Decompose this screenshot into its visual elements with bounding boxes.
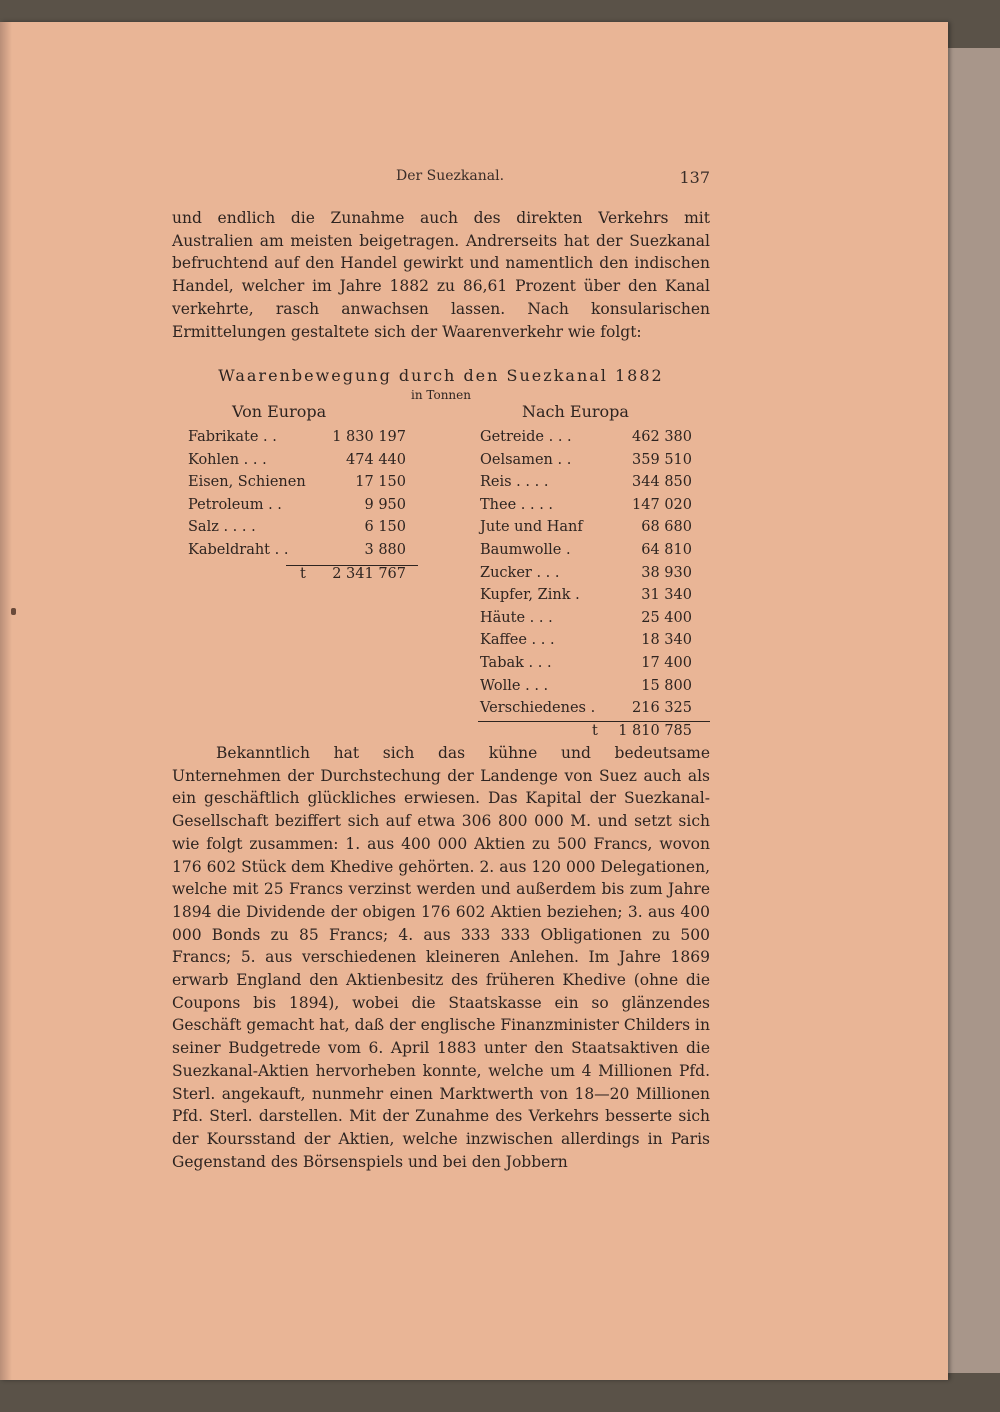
row-value: 31 340 [641, 587, 692, 604]
table-row [480, 607, 692, 630]
to-europe-list [480, 426, 692, 720]
paragraph-1: und endlich die Zunahme auch des direkten Verkehrs mit Australien am meisten beigetragen. Andrerseits hat der Suezkanal befruchtend auf den Handel gewirkt und namentlich den indischen Handel, welcher im Jahre 1882 zu 86,61 Prozent über den Kanal verkehrte, rasch anwachsen lassen. Nach konsularischen Ermittelungen gestaltete sich der Waarenverkehr wie folgt: [172, 209, 710, 341]
table-row [480, 697, 692, 720]
row-value: 64 810 [641, 541, 692, 558]
row-label: Oelsamen . . [480, 451, 572, 468]
row-value: 15 800 [641, 677, 692, 694]
row-value: 1 830 197 [332, 429, 406, 445]
row-label: Wolle . . . [480, 677, 549, 694]
table-row [480, 426, 692, 449]
total-unit: t [300, 566, 306, 582]
table-row [480, 562, 692, 585]
row-value: 18 340 [641, 632, 692, 649]
row-value: 147 020 [632, 496, 692, 513]
back-sheet [940, 48, 1000, 1373]
row-label: Tabak . . . [480, 654, 552, 671]
table-subtitle: in Tonnen [411, 388, 471, 402]
table-row [480, 494, 692, 517]
table-row [188, 494, 406, 517]
running-head [172, 168, 710, 190]
total-unit: t [592, 723, 598, 739]
row-value: 474 440 [346, 451, 406, 468]
table-row [188, 471, 406, 494]
row-label: Kaffee . . . [480, 632, 555, 649]
row-label: Häute . . . [480, 609, 553, 626]
paragraph-2: Bekanntlich hat sich das kühne und bedeutsame Unternehmen der Durchstechung der Landenge von Suez auch als ein geschäftlich glückliches erwiesen. Das Kapital der Suezkanal-Gesellschaft beziffert sich auf etwa 306 800 000 M. und setzt sich wie folgt zusammen: 1. aus 400 000 Aktien zu 500 Francs, wovon 176 602 Stück dem Khedive gehörten. 2. aus 120 000 Delegationen, welche mit 25 Francs verzinst werden und außerdem bis zum Jahre 1894 die Dividende der obigen 176 602 Aktien beziehen; 3. aus 400 000 Bonds zu 85 Francs; 4. aus 333 333 Obligationen zu 500 Francs; 5. aus verschiedenen kleineren Anlehen. Im Jahre 1869 erwarb England den Aktienbesitz des früheren Khedive (ohne die Coupons bis 1894), wobei die Staatskasse ein so glänzendes Geschäft gemacht hat, daß der englische Finanzminister Childers in seiner Budgetrede vom 6. April 1883 unter den Staatsaktiven die Suezkanal-Aktien hervorheben konnte, welche um 4 Millionen Pfd. Sterl. angekauft, nunmehr einen Marktwerth von 18—20 Millionen Pfd. Sterl. darstellen. Mit der Zunahme des Verkehrs besserte sich der Koursstand der Aktien, welche inzwischen allerdings in Paris Gegenstand des Börsenspiels und bei den Jobbern [172, 744, 710, 1171]
from-europe-total [300, 566, 406, 588]
row-label: Thee . . . . [480, 496, 554, 513]
row-label: Kupfer, Zink . [480, 587, 580, 604]
table-row [188, 426, 406, 449]
row-value: 344 850 [632, 474, 692, 491]
row-label: Verschiedenes . [480, 700, 596, 717]
row-label: Kabeldraht . . [188, 541, 289, 558]
row-label: Zucker . . . [480, 564, 560, 581]
table-row [480, 539, 692, 562]
table-row [188, 539, 406, 562]
page-number: 137 [679, 168, 710, 187]
row-label: Baumwolle . [480, 541, 571, 558]
table-row [188, 449, 406, 472]
row-value: 38 930 [641, 564, 692, 581]
row-value: 216 325 [632, 700, 692, 717]
row-label: Jute und Hanf [480, 519, 583, 536]
table-row [480, 652, 692, 675]
row-label: Reis . . . . [480, 474, 549, 491]
table-row [188, 516, 406, 539]
row-value: 25 400 [641, 609, 692, 626]
table-row [480, 675, 692, 698]
table-title: Waarenbewegung durch den Suezkanal 1882 [218, 366, 664, 385]
row-value: 359 510 [632, 451, 692, 468]
row-value: 17 150 [355, 474, 406, 491]
row-label: Kohlen . . . [188, 451, 267, 468]
row-value: 3 880 [364, 541, 406, 558]
to-europe-heading: Nach Europa [522, 402, 629, 421]
row-value: 6 150 [364, 519, 406, 536]
total-value: 2 341 767 [332, 566, 406, 582]
table-row [480, 516, 692, 539]
row-label: Petroleum . . [188, 496, 282, 513]
total-rule-to-europe [478, 721, 710, 722]
row-value: 462 380 [632, 429, 692, 445]
table-row [480, 471, 692, 494]
row-label: Salz . . . . [188, 519, 256, 536]
table-row [480, 629, 692, 652]
row-value: 17 400 [641, 654, 692, 671]
page-gutter [0, 22, 12, 1380]
edge-mark [11, 608, 16, 615]
row-value: 9 950 [364, 496, 406, 513]
from-europe-heading: Von Europa [232, 402, 327, 421]
from-europe-list [188, 426, 406, 562]
row-label: Getreide . . . [480, 429, 572, 445]
table-row [480, 449, 692, 472]
row-label: Fabrikate . . [188, 429, 277, 445]
running-title: Der Suezkanal. [396, 168, 505, 184]
table-row [480, 584, 692, 607]
row-value: 68 680 [641, 519, 692, 536]
row-label: Eisen, Schienen [188, 474, 306, 491]
total-value: 1 810 785 [618, 723, 692, 739]
